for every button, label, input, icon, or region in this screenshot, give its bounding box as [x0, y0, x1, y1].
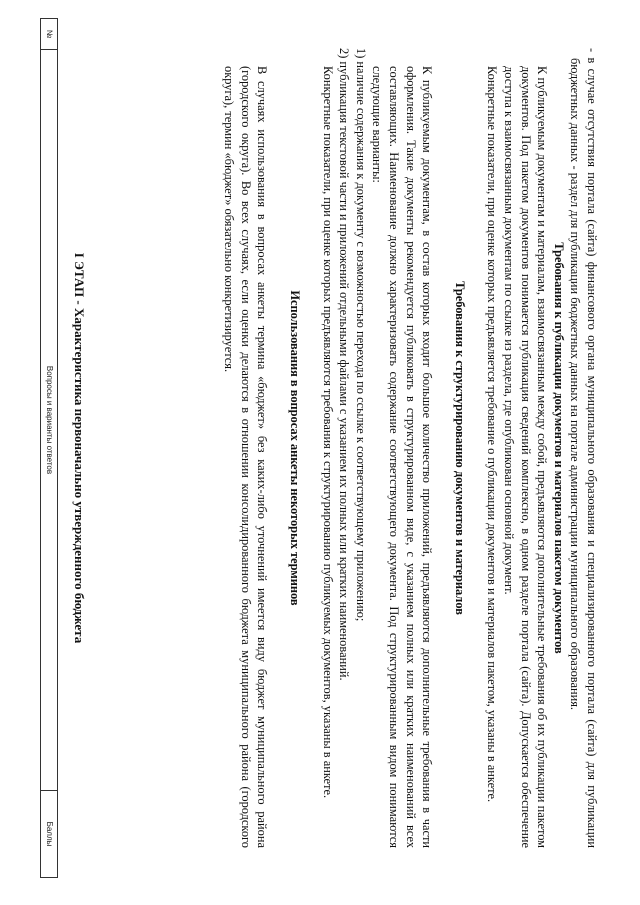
- spacer: [303, 48, 319, 848]
- section2-title: Требования к структурированию документов и материалов: [452, 281, 467, 615]
- rotated-content: [40, 18, 600, 878]
- section2-paragraph-2: Конкретные показатели, при оценке которых предъявляются требования к структурированию публикуемых документов, указаны в анкете.: [320, 66, 335, 799]
- section1-title: Требования к публикации документов и материалов пакетом документов: [551, 242, 566, 654]
- table-header-points: Баллы: [40, 790, 58, 878]
- section2-item-1: 1) наличие содержания к документу с возможностью перехода по ссылке к соответствующему приложению;: [353, 48, 368, 622]
- stage-title: I ЭТАП - Характеристика первоначально утвержденного бюджета: [71, 252, 87, 644]
- table-header-number: №: [40, 18, 58, 50]
- intro-bullet: - в случае отсутствия портала (сайта) финансового органа муниципального образования и специализированного портала (сайта) для публикации бюджетных данных - раздел для публикации бюджетных данных на портале администрации муниципального образования.: [568, 48, 599, 848]
- table-header-questions: Вопросы и варианты ответов: [40, 49, 58, 791]
- section3-paragraph-1: В случаях использования в вопросах анкеты термина «бюджет» без каких-либо уточнений имеется виду бюджет муниципального района (городского округа). Во всех случаях, если оценки делаются в отношении консолидированного бюджета муниципального района (городского округа), термин «бюджет» обязательно конкретизируется.: [222, 66, 270, 848]
- section2-paragraph-1: К публикуемым документам, в состав которых входит большое количество приложений, предъявляются дополнительные требования в части оформления. Такие документы рекомендуется публиковать в структурированном виде, с указанием полных или кратких наименований всех составляющих. Наименование должно характеризовать содержание соответствующего документа. Под структурированным видом понимаются следующие варианты:: [370, 66, 435, 848]
- section1-paragraph-1: К публикуемым документам и материалам, взаимосвязанным между собой, предъявляются дополнительные требования об их публикации пакетом документов. Под пакетом документов понимается публикация сведений комплексно, в одном разделе портала (сайта). Допускается обеспечение доступа к взаимосвязанным документам по ссылке из раздела, где опубликован основной документ.: [502, 66, 550, 848]
- section1-paragraph-2: Конкретные показатели, при оценке которых предъявляется требование о публикации документов и материалов пакетом, указаны в анкете.: [485, 66, 500, 803]
- spacer: [271, 48, 287, 848]
- section3-title: Использования в вопросах анкеты некоторых терминов: [288, 290, 303, 606]
- spacer: [468, 48, 484, 848]
- table-header: [40, 18, 58, 878]
- section2-item-2: 2) публикация текстовой части и приложений отдельными файлами с указанием их полных или кратких наименований.: [337, 48, 352, 681]
- spacer: [435, 48, 451, 848]
